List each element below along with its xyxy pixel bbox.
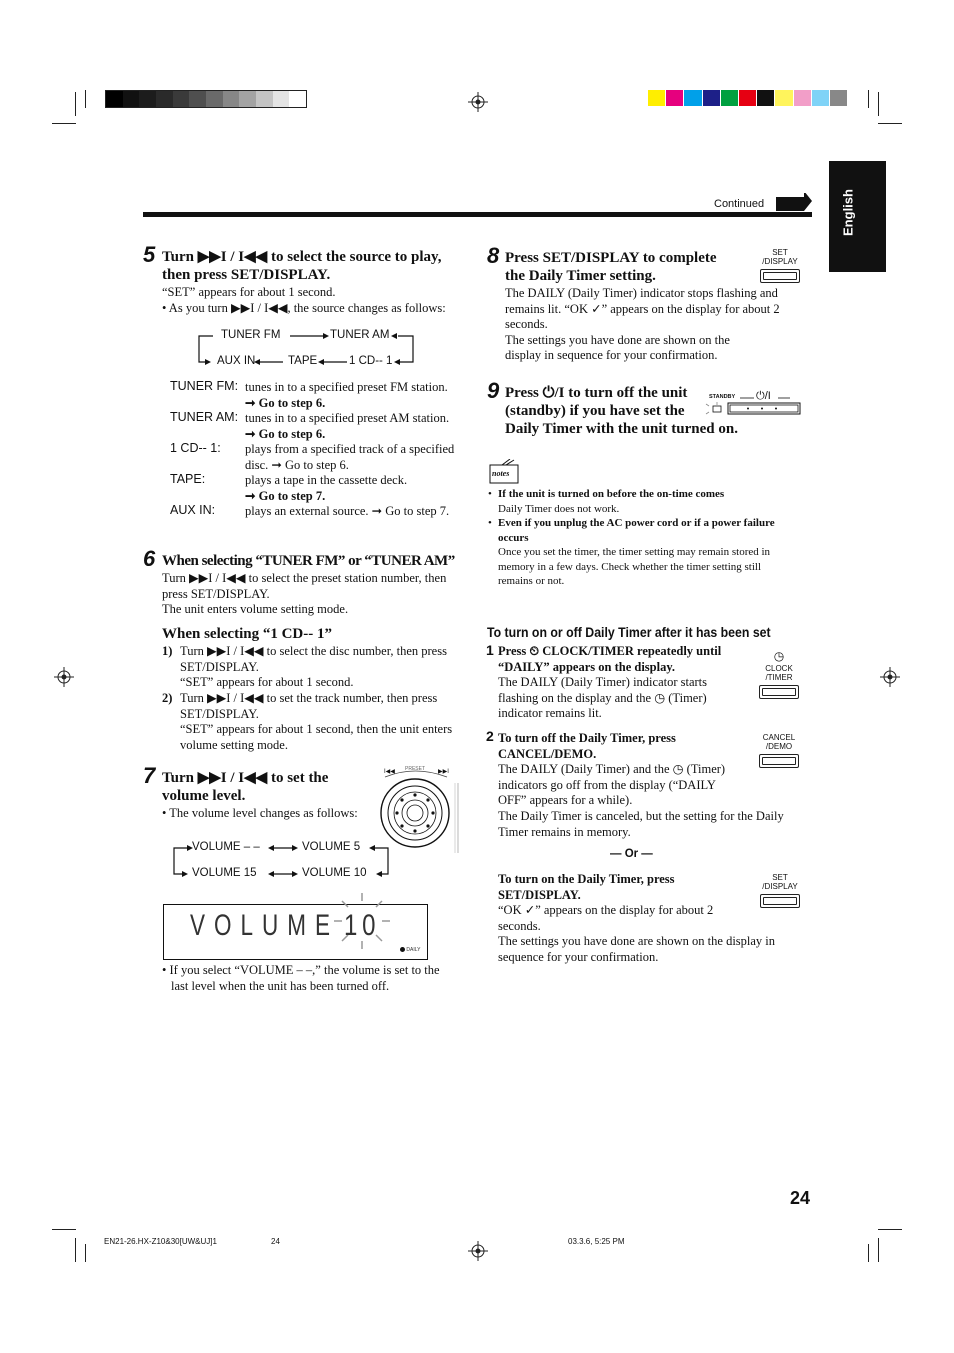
- def-aux-in: AUX IN: plays an external source. ➞ Go to step 7.: [170, 503, 450, 518]
- step-5-title: Turn ▶▶I / I◀◀ to select the source to play, then press SET/DISPLAY.: [162, 249, 442, 283]
- step-5-number: 5: [143, 242, 156, 267]
- color-swatch: [757, 90, 775, 106]
- notes-list: • If the unit is turned on before the on-time comes Daily Timer does not work. • Even if you unplug the AC power cord or if a power failure occurs Once you set the timer, the timer setting may remain stored in memory in a few days. Check whether the timer setting still remains or not.: [488, 488, 775, 587]
- onoff-heading: To turn on or off Daily Timer after it has been set: [487, 624, 771, 640]
- step-6-body: Turn ▶▶I / I◀◀ to select the preset station number, then press SET/DISPLAY. The unit enters volume setting mode.: [162, 571, 447, 617]
- footer-file-name: EN21-26.HX-Z10&30[UW&UJ]1: [104, 1237, 217, 1246]
- onoff-step-2: To turn off the Daily Timer, press CANCEL/DEMO. The DAILY (Daily Timer) and the ◷ (Timer) indicators go off from the display (“DAILY OFF” appears for a while). The Daily Timer is canceled, but the setting for the Daily Timer remains in memory.: [498, 731, 784, 839]
- set-display-button-2[interactable]: SET /DISPLAY: [758, 873, 802, 891]
- display-text: VOLUME: [190, 909, 340, 942]
- language-tab-label: English: [840, 189, 856, 236]
- set-display-button-1[interactable]: SET /DISPLAY: [758, 248, 802, 266]
- registration-mark-bottom: [468, 1241, 488, 1266]
- gray-swatch: [223, 91, 240, 107]
- standby-power-button[interactable]: STANDBY ⏻/I: [704, 388, 804, 418]
- color-swatch: [775, 90, 793, 106]
- step-7-note: • If you select “VOLUME – –,” the volume is set to the last level when the unit has been turned off.: [162, 963, 440, 993]
- onoff-step-3: To turn on the Daily Timer, press SET/DISPLAY. “OK ✓” appears on the display for about 2 seconds. The settings you have done are shown on the display in sequence for your confirmation.: [498, 872, 776, 964]
- color-swatch: [703, 90, 721, 106]
- clock-timer-button[interactable]: ◷ CLOCK /TIMER: [757, 650, 801, 682]
- step-7-line: • The volume level changes as follows:: [162, 806, 358, 820]
- grayscale-bar: [105, 90, 307, 108]
- cancel-demo-button[interactable]: CANCEL /DEMO: [757, 733, 801, 751]
- gray-swatch: [156, 91, 173, 107]
- gray-swatch: [173, 91, 190, 107]
- def-cd: 1 CD-- 1: plays from a specified track of a specified disc. ➞ Go to step 6.: [170, 441, 455, 472]
- color-swatch: [739, 90, 757, 106]
- def-tuner-fm: TUNER FM: tunes in to a specified preset FM station. ➞ Go to step 6.: [170, 379, 448, 410]
- step-8-number: 8: [487, 243, 500, 268]
- color-swatch: [830, 90, 848, 106]
- onoff-step-2-number: 2: [486, 728, 494, 744]
- color-swatch: [794, 90, 812, 106]
- step-6-number: 6: [143, 546, 156, 571]
- step-9-number: 9: [487, 378, 500, 403]
- or-divider: — Or —: [610, 848, 653, 860]
- daily-indicator: DAILY: [400, 947, 420, 953]
- source-cycle-diagram: TUNER FM TUNER AM AUX IN TAPE 1 CD-- 1: [195, 326, 420, 368]
- def-tape: TAPE: plays a tape in the cassette deck. ➞ Go to step 7.: [170, 472, 408, 503]
- gray-swatch: [123, 91, 140, 107]
- gray-swatch: [189, 91, 206, 107]
- registration-mark-top: [468, 92, 488, 117]
- color-swatch: [666, 90, 684, 106]
- gray-swatch: [273, 91, 290, 107]
- gray-swatch: [106, 91, 123, 107]
- color-swatch: [684, 90, 702, 106]
- registration-mark-left: [54, 667, 74, 692]
- volume-display-panel: [163, 904, 428, 960]
- clock-icon: ◷: [773, 649, 785, 663]
- color-swatch: [812, 90, 830, 106]
- step-7-title: Turn ▶▶I / I◀◀ to set the volume level.: [162, 770, 329, 804]
- notes-icon: notes: [488, 459, 522, 485]
- page-number: 24: [790, 1188, 811, 1208]
- language-tab: [829, 161, 886, 272]
- svg-text:I◀◀: I◀◀: [384, 769, 395, 775]
- svg-text:▶▶I: ▶▶I: [438, 769, 449, 775]
- footer-timestamp: 03.3.6, 5:25 PM: [568, 1237, 625, 1246]
- gray-swatch: [256, 91, 273, 107]
- source-definitions: [170, 380, 480, 524]
- gray-swatch: [289, 91, 306, 107]
- step-6-subtitle: When selecting “1 CD-- 1”: [162, 626, 332, 642]
- step-8-body: The DAILY (Daily Timer) indicator stops flashing and remains lit. “OK ✓” appears on the display for about 2 seconds. The settings you have done are shown on the display in sequence for your confirmation.: [505, 286, 780, 363]
- footer-file-page: 24: [271, 1237, 280, 1246]
- step-6-title: When selecting “TUNER FM” or “TUNER AM”: [162, 553, 455, 569]
- color-bar: [648, 90, 848, 106]
- step-9-title: Press ⏻/I to turn off the unit (standby) if you have set the Daily Timer with the unit turned on.: [505, 385, 738, 437]
- header-rule: [143, 212, 812, 217]
- gray-swatch: [206, 91, 223, 107]
- step-7-number: 7: [143, 763, 156, 788]
- step-5-body: “SET” appears for about 1 second. • As you turn ▶▶I / I◀◀, the source changes as follows:: [162, 285, 446, 315]
- def-tuner-am: TUNER AM: tunes in to a specified preset AM station. ➞ Go to step 6.: [170, 410, 450, 441]
- color-swatch: [648, 90, 666, 106]
- onoff-step-1: Press ⏲ CLOCK/TIMER repeatedly until “DAILY” appears on the display. The DAILY (Daily Timer) indicator starts flashing on the display and the ◷ (Timer) indicator remains lit.: [498, 644, 722, 721]
- step-8-title: Press SET/DISPLAY to complete the Daily Timer setting.: [505, 250, 717, 284]
- color-swatch: [721, 90, 739, 106]
- registration-mark-right: [880, 667, 900, 692]
- onoff-step-1-number: 1: [486, 642, 494, 658]
- gray-swatch: [139, 91, 156, 107]
- display-value: 10: [344, 909, 381, 942]
- multi-control-knob: I◀◀ ▶▶I PRESET: [375, 763, 460, 855]
- continued-label: Continued: [714, 198, 765, 210]
- gray-swatch: [239, 91, 256, 107]
- step-6-substeps: 1) Turn ▶▶I / I◀◀ to select the disc number, then press SET/DISPLAY. “SET” appears for about 1 second. 2) Turn ▶▶I / I◀◀ to set the track number, then press SET/DISPLAY. “SET” appears for about 1 second, then the unit enters volume setting mode.: [162, 644, 453, 752]
- volume-cycle-diagram: VOLUME – – VOLUME 5 VOLUME 15 VOLUME 10: [170, 838, 395, 882]
